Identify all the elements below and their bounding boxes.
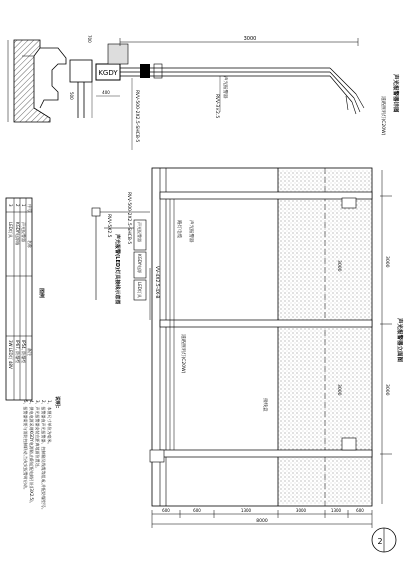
bottom-dim-4: 1300 [330, 508, 342, 513]
top-dim-overall: 3000 [243, 36, 257, 42]
sheet-number: 2 [377, 537, 383, 546]
notes-block [23, 396, 61, 512]
legend-row-2-note: IP67, 防爆型 [15, 340, 20, 364]
elev-dim-bot: 3000 [336, 260, 341, 272]
mid-box-1: 声光报警器 [137, 222, 142, 242]
legend-row-1-num: 1 [21, 204, 26, 207]
top-callout-left: 声光报警器 [222, 76, 227, 99]
elev-dim-mid: 3000 [384, 384, 389, 396]
elev-note-2: 声光报警器 [188, 220, 193, 243]
note-5: 5、报警器需要与消防控制联动,当火灾报警时启动。 [23, 400, 28, 492]
top-box-label: KGDY [98, 69, 118, 77]
note-3: 3、声光报警器安装在距离地面位置处。 [35, 400, 40, 471]
note-2: 2、报警器由声光报警器、控制箱及线缆等组成,并配防爆型号。 [41, 400, 46, 512]
top-title: 声光报警器详图 [392, 74, 398, 113]
top-detail [8, 35, 400, 150]
elev-dim-right: 3000 [336, 384, 341, 396]
legend-title: 图例 [38, 288, 44, 299]
legend-row-1-note: IP54, 防爆型 [21, 340, 26, 364]
note-4: 4、供电电源采用KGDY电源箱,由附近配电箱引出(3X2.5)。 [29, 400, 34, 506]
mid-box-3: LED灯具 [137, 282, 142, 298]
mid-wire-label: VV-4X2.5-4X-B [154, 266, 159, 299]
legend-row-3-name: LED灯具 [8, 222, 13, 238]
elev-note-4: 接线盒 [262, 398, 267, 412]
mid-label-b: RVV-5X2.5 [106, 214, 111, 238]
top-cable-label: RVV-500-2X2.5-SHCB-5 [134, 90, 139, 143]
mid-box-2: KGDY电源 [137, 254, 142, 274]
bottom-dim-0: 600 [162, 508, 170, 513]
wiring-schematic [92, 192, 160, 320]
top-cable-label-2: RVV-3×2.5 [214, 94, 219, 119]
top-right-note: 道路照明灯(C20W) [380, 96, 385, 136]
legend-row-2-num: 2 [15, 204, 20, 207]
bottom-dim-2: 1300 [240, 508, 252, 513]
legend-row-1-name: 声光报警器 [21, 222, 26, 242]
note-1: 1、本图尺寸单位为毫米。 [47, 400, 52, 447]
bottom-dim-3: 3000 [295, 508, 307, 513]
sheet-marker [372, 528, 396, 552]
top-dim-small: 400 [102, 90, 110, 95]
bottom-dim-1: 600 [193, 508, 201, 513]
elev-note-1: 路灯电缆 [176, 220, 181, 238]
legend-row-3-num: 3 [8, 204, 13, 207]
bottom-dim-5: 600 [356, 508, 364, 513]
elev-dim-top: 3000 [384, 256, 389, 268]
mid-title: 声光报警(LED)灯具接线示意图 [114, 234, 120, 305]
legend-header-0: 序号 [27, 204, 32, 212]
notes-title: 说明: [54, 396, 60, 408]
legend-header-1: 名称 [27, 240, 32, 248]
legend-table [6, 198, 45, 400]
legend-header-2: 备注 [27, 348, 32, 356]
elevation-view [150, 168, 404, 528]
bottom-total: 8000 [256, 519, 268, 524]
main-title: 声光报警器立面图 [396, 318, 402, 363]
legend-row-3-note: 3W LED灯 48V [8, 340, 13, 369]
legend-row-2-name: KGDY电源箱 [15, 222, 20, 246]
mid-left-label: RVV-500-2X2.5-SHCB-5 [126, 192, 131, 245]
top-dim-left: 700 [87, 35, 92, 43]
elev-note-3: 道路照明灯(C20W) [180, 334, 185, 374]
top-dim-height: 500 [69, 92, 74, 100]
